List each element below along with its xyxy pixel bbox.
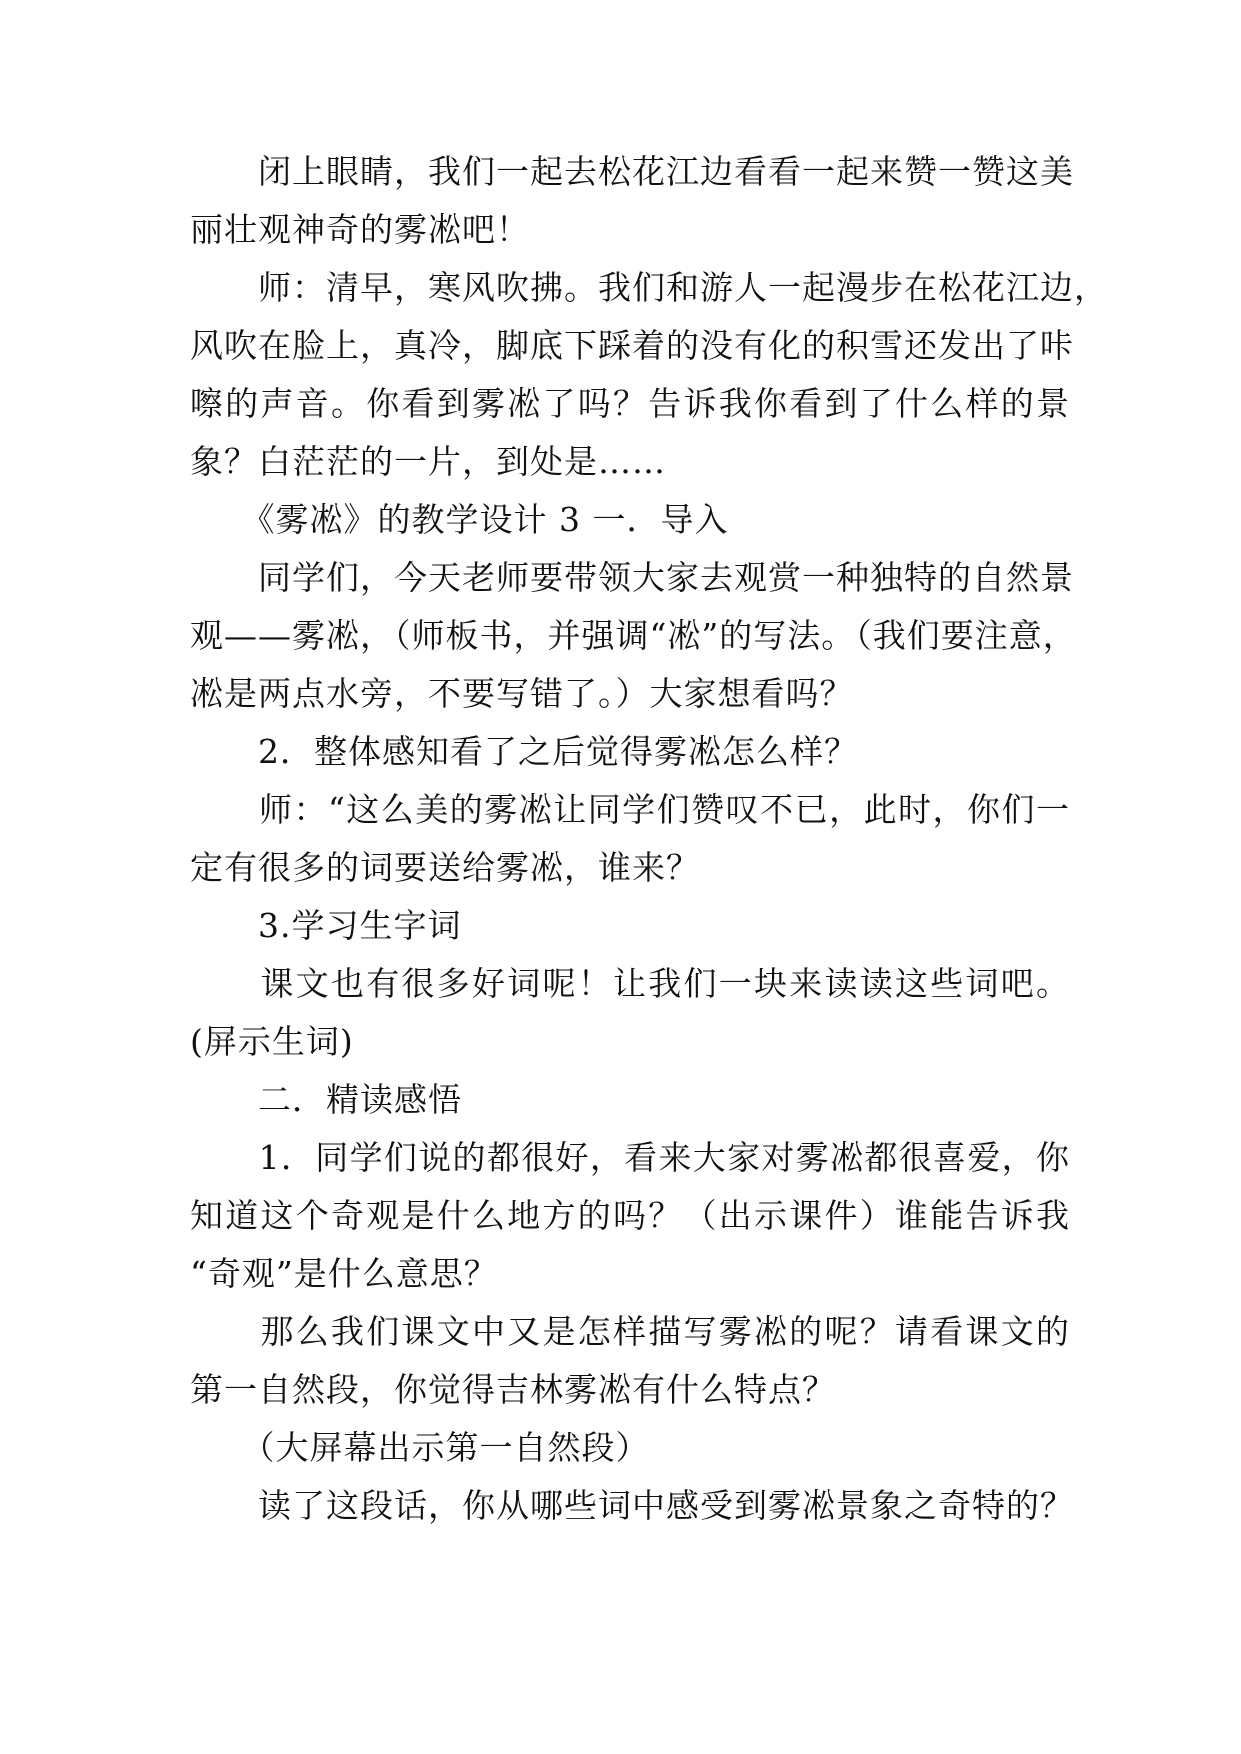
text-line: 课文也有很多好词呢！让我们一块来读读这些词吧。 xyxy=(190,964,1070,1003)
text-line: 1．同学们说的都很好，看来大家对雾凇都很喜爱，你 xyxy=(190,1138,1070,1177)
text-line: 第一自然段，你觉得吉林雾凇有什么特点？ xyxy=(190,1370,836,1409)
section-heading: 二．精读感悟 xyxy=(190,1080,462,1119)
text-line: 丽壮观神奇的雾凇吧！ xyxy=(190,210,530,249)
section-heading: 3.学习生字词 xyxy=(190,906,462,945)
text-line: 观——雾凇，（师板书，并强调“凇”的写法。（我们要注意， xyxy=(190,616,1077,655)
text-line: 读了这段话，你从哪些词中感受到雾凇景象之奇特的？ xyxy=(190,1486,1074,1525)
text-line: 凇是两点水旁，不要写错了。）大家想看吗？ xyxy=(190,674,854,713)
text-line: 师：清早，寒风吹拂。我们和游人一起漫步在松花江边， xyxy=(190,268,1108,307)
text-line: 闭上眼睛，我们一起去松花江边看看一起来赞一赞这美 xyxy=(190,152,1074,191)
text-line: 风吹在脸上，真冷，脚底下踩着的没有化的积雪还发出了咔 xyxy=(190,326,1074,365)
section-heading: 《雾凇》的教学设计 3 一．导入 xyxy=(190,500,729,539)
text-line: 嚓的声音。你看到雾凇了吗？告诉我你看到了什么样的景 xyxy=(190,384,1070,423)
text-line: 师：“这么美的雾凇让同学们赞叹不已，此时，你们一 xyxy=(190,790,1070,829)
text-line: 同学们，今天老师要带领大家去观赏一种独特的自然景 xyxy=(190,558,1074,597)
text-line: (屏示生词) xyxy=(190,1022,354,1061)
text-line: 象？白茫茫的一片，到处是…… xyxy=(190,442,666,481)
text-line: “奇观”是什么意思？ xyxy=(190,1254,498,1293)
text-line: 定有很多的词要送给雾凇，谁来？ xyxy=(190,848,700,887)
text-line: 知道这个奇观是什么地方的吗？（出示课件）谁能告诉我 xyxy=(190,1196,1070,1235)
section-heading: 2．整体感知看了之后觉得雾凇怎么样？ xyxy=(190,732,858,771)
text-line: （大屏幕出示第一自然段） xyxy=(190,1428,650,1467)
text-line: 那么我们课文中又是怎样描写雾凇的呢？请看课文的 xyxy=(190,1312,1070,1351)
